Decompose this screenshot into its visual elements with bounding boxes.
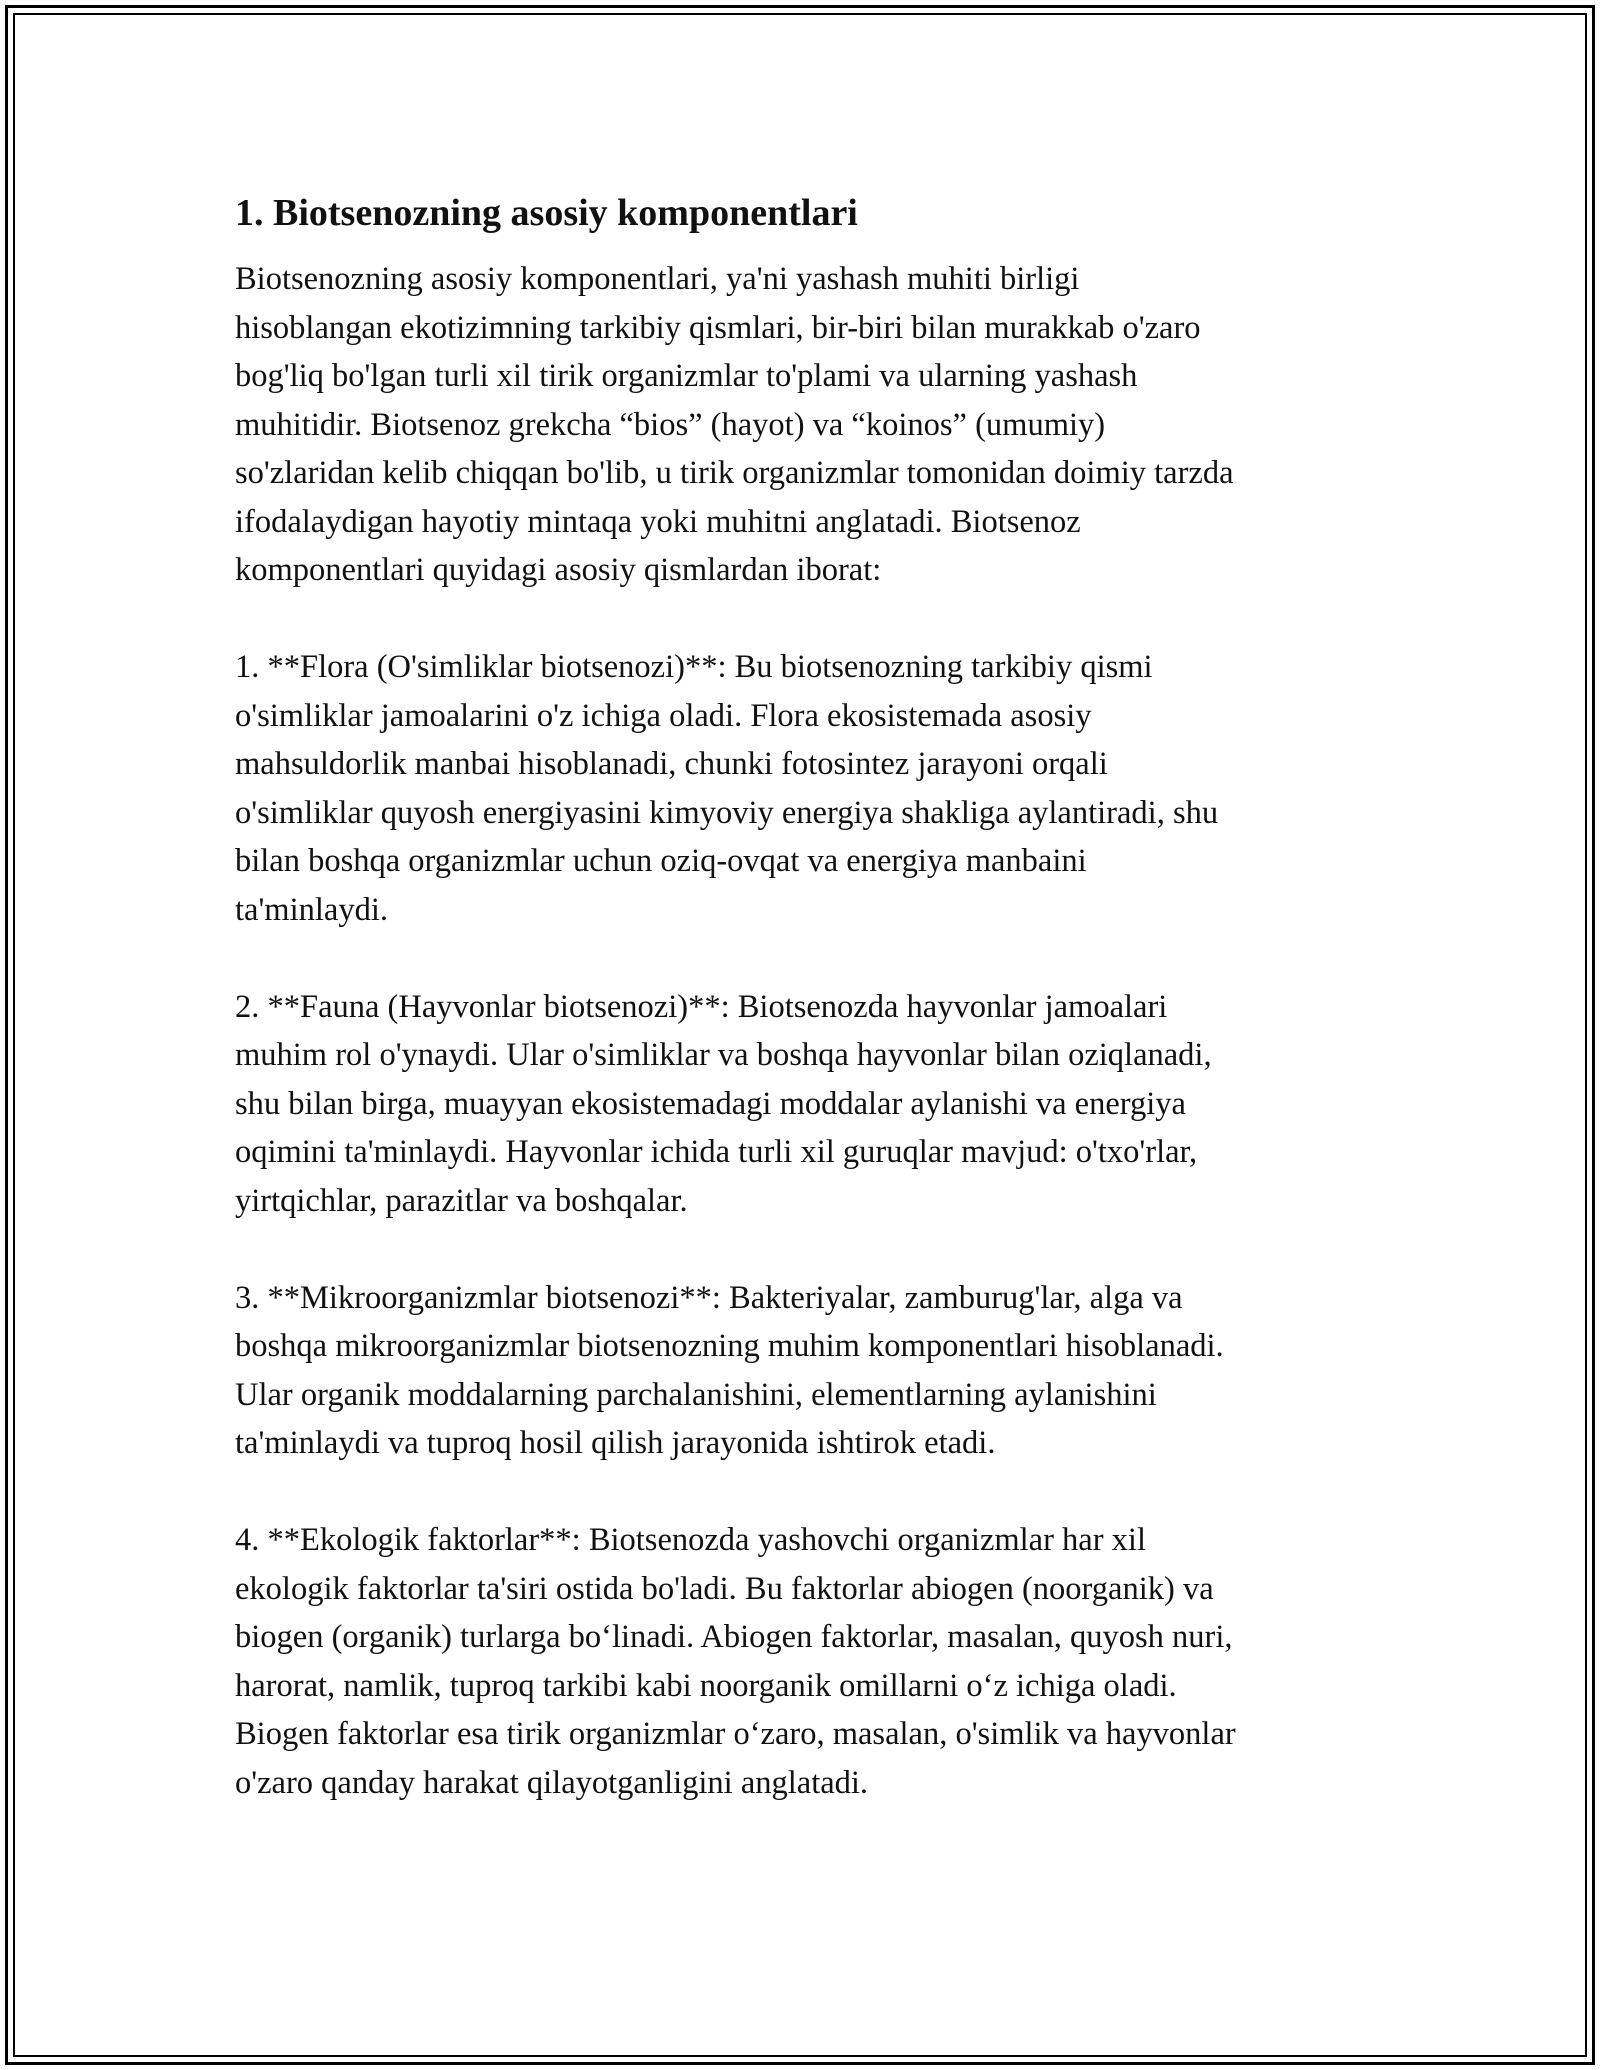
paragraph-intro (235, 255, 1385, 595)
text-line: 2. **Fauna (Hayvonlar biotsenozi)**: Biotsenozda hayvonlar jamoalari (235, 988, 1168, 1025)
paragraph-fauna (235, 983, 1385, 1226)
text-line: 1. **Flora (O'simliklar biotsenozi)**: Bu biotsenozning tarkibiy qismi (235, 649, 1153, 685)
text-line: yirtqichlar, parazitlar va boshqalar. (235, 1182, 688, 1219)
text-line: o'simliklar quyosh energiyasini kimyoviy energiya shakliga aylantiradi, shu (235, 794, 1219, 831)
text-line: ekologik faktorlar ta'siri ostida bo'ladi. Bu faktorlar abiogen (noorganik) va (235, 1570, 1214, 1607)
text-line: 3. **Mikroorganizmlar biotsenozi**: Bakteriyalar, zamburug'lar, alga va (235, 1279, 1183, 1316)
text-line: bog'liq bo'lgan turli xil tirik organizmlar to'plami va ularning yashash (235, 358, 1138, 394)
document-body (235, 185, 1385, 1807)
text-line: shu bilan birga, muayyan ekosistemadagi moddalar aylanishi va energiya (235, 1085, 1186, 1122)
text-line: oqimini ta'minlaydi. Hayvonlar ichida turli xil guruqlar mavjud: o'txo'rlar, (235, 1134, 1198, 1170)
text-line: Biogen faktorlar esa tirik organizmlar o‘zaro, masalan, o'simlik va hayvonlar (235, 1716, 1236, 1752)
text-line: komponentlari quyidagi asosiy qismlardan iborat: (235, 552, 882, 588)
paragraph-microorganisms (235, 1274, 1385, 1468)
paragraph-flora (235, 643, 1385, 934)
text-line: Ular organik moddalarning parchalanishini, elementlarning aylanishini (235, 1376, 1157, 1413)
section-heading: 1. Biotsenozning asosiy komponentlari (235, 192, 858, 234)
text-line: o'zaro qanday harakat qilayotganligini anglatadi. (235, 1764, 869, 1801)
text-line: o'simliklar jamoalarini o'z ichiga oladi. Flora ekosistemada asosiy (235, 697, 1092, 734)
text-line: bilan boshqa organizmlar uchun oziq-ovqat va energiya manbaini (235, 843, 1087, 879)
text-line: harorat, namlik, tuproq tarkibi kabi noorganik omillarni o‘z ichiga oladi. (235, 1667, 1177, 1704)
text-line: hisoblangan ekotizimning tarkibiy qismlari, bir-biri bilan murakkab o'zaro (235, 309, 1201, 346)
text-line: mahsuldorlik manbai hisoblanadi, chunki fotosintez jarayoni orqali (235, 746, 1108, 782)
paragraph-ecological-factors (235, 1516, 1385, 1807)
text-line: Biotsenozning asosiy komponentlari, ya'ni yashash muhiti birligi (235, 261, 1080, 297)
text-line: boshqa mikroorganizmlar biotsenozning muhim komponentlari hisoblanadi. (235, 1328, 1224, 1364)
text-line: 4. **Ekologik faktorlar**: Biotsenozda yashovchi organizmlar har xil (235, 1522, 1146, 1558)
text-line: muhim rol o'ynaydi. Ular o'simliklar va boshqa hayvonlar bilan oziqlanadi, (235, 1037, 1212, 1073)
text-line: so'zlaridan kelib chiqqan bo'lib, u tirik organizmlar tomonidan doimiy tarzda (235, 455, 1234, 491)
text-line: ta'minlaydi va tuproq hosil qilish jarayonida ishtirok etadi. (235, 1425, 996, 1461)
text-line: ta'minlaydi. (235, 891, 388, 928)
text-line: muhitidir. Biotsenoz grekcha “bios” (hayot) va “koinos” (umumiy) (235, 406, 1106, 443)
text-line: ifodalaydigan hayotiy mintaqa yoki muhitni anglatadi. Biotsenoz (235, 503, 1081, 540)
text-line: biogen (organik) turlarga bo‘linadi. Abiogen faktorlar, masalan, quyosh nuri, (235, 1619, 1233, 1655)
